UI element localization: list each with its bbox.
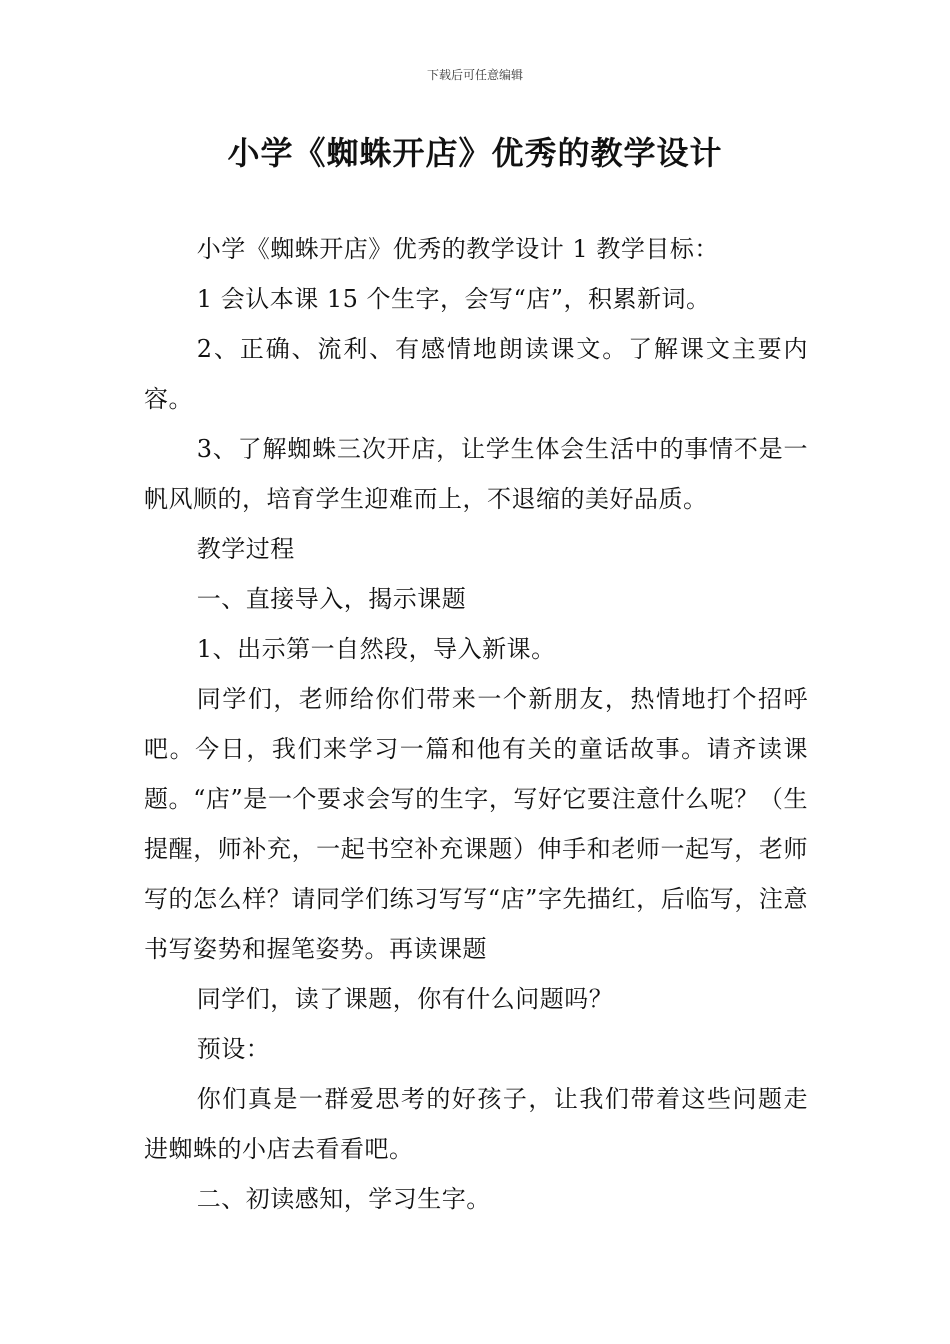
paragraph-teacher-dialogue: 同学们，老师给你们带来一个新朋友，热情地打个招呼吧。今日，我们来学习一篇和他有关的童话故事。请齐读课题。“店”是一个要求会写的生字，写好它要注意什么呢？（生提醒，师补充，一起书空补充课题）伸手和老师一起写，老师写的怎么样？请同学们练习写写“店”字先描红，后临写，注意书写姿势和握笔姿势。再读课题: [144, 685, 808, 963]
section-heading-part-1: 一、直接导入，揭示课题: [196, 585, 467, 613]
paragraph-objective-2: 2、正确、流利、有感情地朗读课文。了解课文主要内容。: [144, 335, 808, 413]
section-heading-part-2: 二、初读感知，学习生字。: [196, 1185, 491, 1213]
paragraph-question: 同学们，读了课题，你有什么问题吗？: [196, 985, 614, 1013]
paragraph-step-1: 1、出示第一自然段，导入新课。: [196, 635, 556, 663]
document-body: [144, 224, 808, 1224]
section-heading-process: 教学过程: [196, 535, 295, 563]
paragraph-objective-1: 1 会认本课 15 个生字，会写“店”，积累新词。: [196, 285, 711, 313]
header-note: 下载后可任意编辑: [426, 68, 523, 82]
paragraph-transition: 你们真是一群爱思考的好孩子，让我们带着这些问题走进蜘蛛的小店去看看吧。: [144, 1085, 808, 1163]
paragraph-preset: 预设：: [196, 1035, 271, 1063]
paragraph-intro: 小学《蜘蛛开店》优秀的教学设计 1 教学目标：: [196, 235, 719, 263]
document-title: 小学《蜘蛛开店》优秀的教学设计: [227, 134, 723, 172]
paragraph-objective-3: 3、了解蜘蛛三次开店，让学生体会生活中的事情不是一帆风顺的，培育学生迎难而上，不退缩的美好品质。: [144, 435, 808, 513]
